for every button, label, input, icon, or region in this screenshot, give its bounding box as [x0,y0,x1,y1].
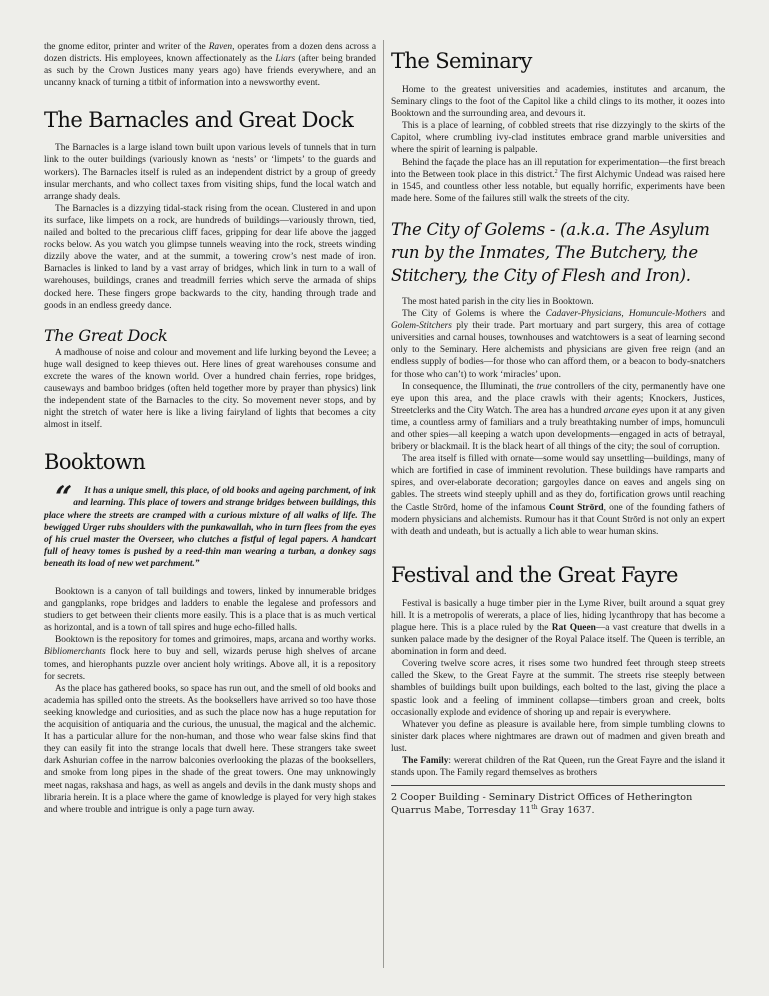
footnote-marker: 2 [554,168,558,175]
booktown-paragraph-3: As the place has gathered books, so space has run out, and the smell of old books and academia has spilled onto the streets. As the booksellers have arrived so too have those seeking knowledge and curiosities, and as such the place now has a huge reputation for the acquisition of antiquaria and the curious, the unusual, the magical and the alchemic. It has a particular allure for the non-human, and those who wear false skins find that they can easily fit into the strange locals that dwell here. These strangers take sweet dark Ashurian coffee in the narrow balconies overlooking the plazas of the booksellers, and smoke from long pipes in the shade of the great towers. One may unknowingly meet nagas, rakshasa and hags, as well as angels and devils in the dank musty shops and libraria herein. It is a place where the game of knowledge is played for very high stakes and where trouble and intrigue is only a page turn away. [44,683,376,815]
booktown-quote: “ It has a unique smell, this place, of old books and ageing parchment, of ink and learning. This place of towers and strange bridges between buildings, this place where the streets are cramped with a curious mixture of all walks of life. The bewigged Urger rubs shoulders with the punkawallah, who in turn flees from the eyes of his cruel master the Overseer, who clutches a fistful of legal papers. A handcart full of heavy tomes is pushed by a reed-thin man wearing a turban, a donkey sags beneath its load of new wet parchment.” [44,480,376,569]
booktown-paragraph-1: Booktown is a canyon of tall buildings and towers, linked by innumerable bridges and gangplanks, rope bridges and ladders to enable the legalese and professors and studiers to get between their clients more easily. This is a place that is as much vertical as horizontal, and is a town of tall spires and huge echo-filled halls. [44,587,376,634]
footnote-rule [391,785,725,786]
left-column [44,41,376,816]
festival-paragraph-2: Covering twelve score acres, it rises some two hundred feet through steep streets called the Skew, to the Great Fayre at the summit. The streets rise steeply between shambles of buildings built upon buildings, each bolted to the last, giving the place a spastic look and a feeling of imminent collapse—timbers groan and creek, bolts occasionally explode and evidence of shoring up and repair is everywhere. [391,659,725,718]
golems-paragraph-4: The area itself is filled with ornate—some would say unsettling—buildings, many of which are fortified in case of imminent revolution. These buildings have ramparts and spires, and over-elaborate decoration; gargoyles dance on eaves and angels sing on gables. The streets wind steeply uphill and as they do, fortification grows until reaching the Castle Strōrd, home of the infamous Count Strōrd, one of the founding fathers of modern physicians and alchemists. Rumour has it that Count Strōrd is not only an expert with death and undeath, but is actually a lich able to wear human skins. [391,454,726,537]
footnote: 2 Cooper Building - Seminary District Offices of Hetherington Quarrus Mabe, Torresday 11th Gray 1637. [391,792,693,817]
right-column [391,48,725,817]
golems-paragraph-2: The City of Golems is where the Cadaver-Physicians, Homuncule-Mothers and Golem-Stitchers ply their trade. Part mortuary and part surgery, this area of cottage universities and carnal houses, townhouses and watchtowers is a seat of learning second only to the Seminary. Here alchemists and physicians are given free reign (and an endless supply of bodies—for those who can afford them, or a beacon to body-snatchers for those who can’t) to work ‘miracles’ upon. [391,309,725,380]
festival-paragraph-1: Festival is basically a huge timber pier in the Lyme River, built around a squat grey hill. It is a metropolis of wererats, a place of lies, hiding lycanthropy that has become a plague here. This is a place ruled by the Rat Queen—a vast creature that dwells in a sunken palace made by the designer of the Royal Palace itself. The Queen is terrible, an abomination in form and deed. [391,598,726,658]
golems-paragraph-3: In consequence, the Illuminati, the true controllers of the city, permanently have one eye upon this area, and the place crawls with their agents; Knockers, Justices, Streetclerks and the City Watch. The area has a hundred arcane eyes upon it at any given time, a countless army of familiars and a truly breathtaking number of imps, homunculi and other spies—all keeping a watch upon developments—engaged in acts of betrayal, bribery or blackmail. It is the black heart of all things of the city; the soul of corruption. [391,381,725,453]
booktown-paragraph-2: Booktown is the repository for tomes and grimoires, maps, arcana and worthy works. Bibliomerchants flock here to buy and sell, wizards peruse high shelves of arcane tomes, and hierophants puzzle over ancient holy writings. Above all, it is a repository for secrets. [44,635,376,682]
intro-paragraph: the gnome editor, printer and writer of the Raven, operates from a dozen dens across a dozen districts. His employees, known affectionately as the Liars (after being branded as such by the Crown Justices many years ago) have friends everywhere, and an uncanny knack of turning a titbit of information into a newsworthy event. [44,42,376,89]
barnacles-paragraph-2: The Barnacles is a dizzying tidal-stack rising from the ocean. Clustered in and upon its surface, like limpets on a rock, are hundreds of buildings—variously thrown, tied, nailed and bolted to the precarious cliff faces, gripping for dear life above the jagged rocks below. As you watch you glimpse tunnels weaving into the rock, streets winding dizzily above the water, and at the summit, a towering crow’s nest made of iron. Barnacles is linked to land by a vast array of bridges, which link in turn to a wall of warehouses, buildings, cranes and treadmill ferries which serve the armada of ships docked here. These fingers grope backwards to the city, handing through trade and goods in an endless greedy dance. [44,203,376,311]
golems-heading: The City of Golems - (a.k.a. The Asylum run by the Inmates, The Butchery, the Stitchery, the City of Flesh and Iron). [391,219,710,285]
festival-paragraph-3: Whatever you define as pleasure is available here, from simple tumbling clowns to sinister dark places where nightmares are drawn out of madmen and given breath and lust. [391,719,725,754]
column-divider [383,40,384,968]
great-dock-heading: The Great Dock [44,325,168,345]
seminary-paragraph-1: Home to the greatest universities and academies, institutes and arcanum, the Seminary clings to the foot of the Capitol like a child clings to its mother, it oozes into Booktown and the surrounding area, and devours it. [391,85,725,120]
festival-heading: Festival and the Great Fayre [391,562,678,587]
seminary-paragraph-2: This is a place of learning, of cobbled streets that rise dizzyingly to the skirts of the Capitol, where crumbling ivy-clad institutes embrace grand marble universities and where the spirit of learning is palpable. [391,121,725,156]
great-dock-paragraph: A madhouse of noise and colour and movement and life lurking beyond the Levee; a huge wall designed to keep thieves out. Here lines of great warehouses consume and excrete the wares of the known world. Over a hundred chain ferries, rope bridges, causeways and bamboo bridges (often held together more by prayer than physics) link the independent state of the Barnacles to the city. So movement never stops, and by night the stretch of water here is like a living fairyland of lights that becomes a city almost in itself. [44,347,376,431]
quote-mark: “ [55,480,73,516]
booktown-heading: Booktown [44,450,146,475]
festival-paragraph-4: The Family: wererat children of the Rat Queen, run the Great Fayre and the island it stands upon. The Family regard themselves as brothers [391,756,725,779]
seminary-heading: The Seminary [391,49,532,73]
golems-paragraph-1: The most hated parish in the city lies in Booktown. [402,296,594,307]
barnacles-heading: The Barnacles and Great Dock [44,108,354,133]
barnacles-paragraph-1: The Barnacles is a large island town built upon various levels of tunnels that in turn link to the outer buildings (variously known as ‘nests’ or ‘limpets’ to the guards and workers). The Barnacles itself is ruled as an independent district by a group of greedy insular merchants, and who collect taxes from visiting ships, fund the local watch and arrange shady deals. [44,143,376,202]
seminary-paragraph-3: Behind the façade the place has an ill reputation for experimentation—the first breach into the Between took place in this district.$^2$ The first Alchymic Undead was raised here in 1545, and countless other less notable, but equally horrific, experiments have been made here. Some of the failures still walk the streets of the city. [391,157,725,204]
